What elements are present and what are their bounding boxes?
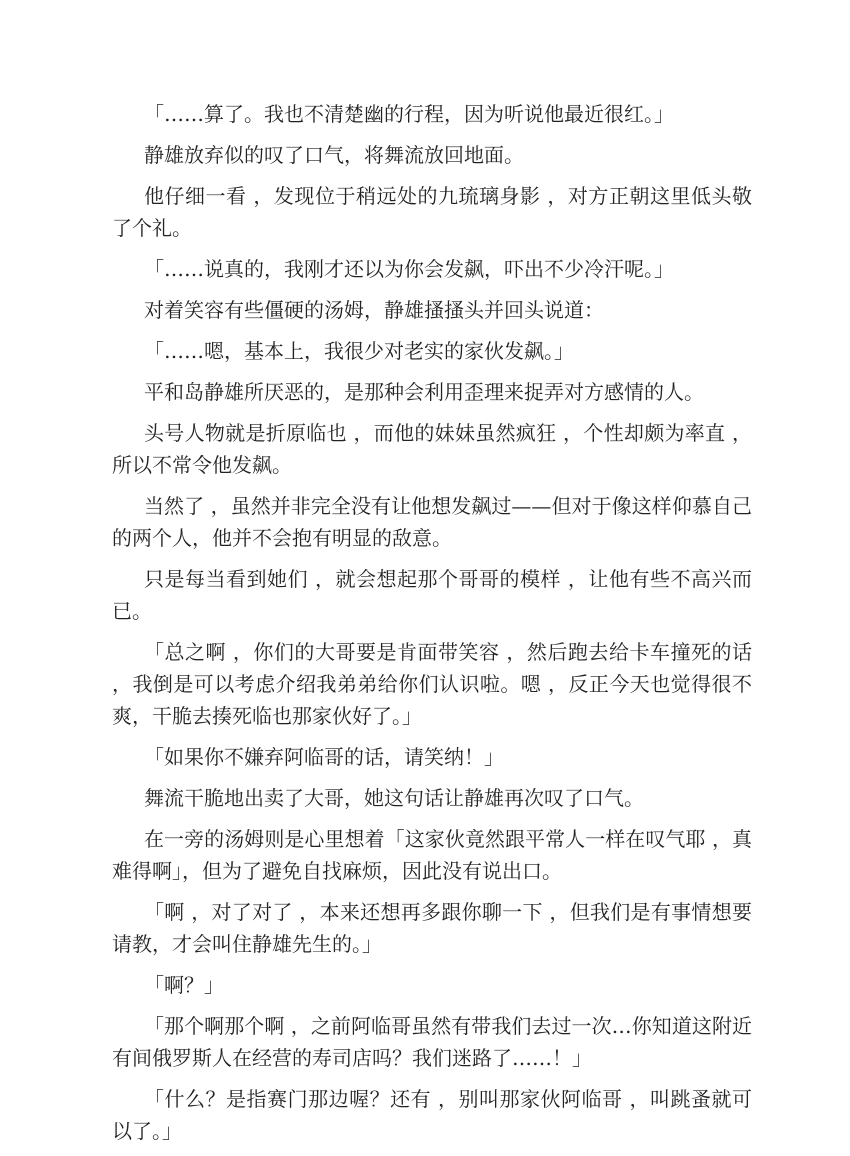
paragraph: 静雄放弃似的叹了口气，将舞流放回地面。 [144, 143, 524, 167]
paragraph: 「啊 ，对了对了 ，本来还想再多跟你聊一下 ，但我们是有事情想要请教，才会叫住静雄先生的。」 [112, 900, 752, 956]
paragraph: 当然了 ，虽然并非完全没有让他想发飙过——但对于像这样仰慕自己的两个人，他并不会抱有明显的敌意。 [112, 494, 752, 550]
paragraph: 「总之啊 ，你们的大哥要是肯面带笑容 ，然后跑去给卡车撞死的话 ，我倒是可以考虑介绍我弟弟给你们认识啦。嗯 ，反正今天也觉得很不爽，干脆去揍死临也那家伙好了。」 [112, 640, 752, 728]
paragraph: 平和岛静雄所厌恶的，是那种会利用歪理来捉弄对方感情的人。 [144, 380, 704, 404]
paragraph: 只是每当看到她们 ，就会想起那个哥哥的模样 ，让他有些不高兴而已。 [112, 567, 752, 623]
paragraph: 「……算了。我也不清楚幽的行程，因为听说他最近很红。」 [144, 102, 674, 126]
body-text [112, 98, 752, 1156]
paragraph: 「那个啊那个啊 ，之前阿临哥虽然有带我们去过一次…你知道这附近有间俄罗斯人在经营的寿司店吗？我们迷路了……！」 [112, 1014, 752, 1070]
paragraph: 「如果你不嫌弃阿临哥的话，请笑纳！」 [144, 745, 504, 769]
paragraph: 「……说真的，我刚才还以为你会发飙，吓出不少冷汗呢。」 [144, 257, 674, 281]
paragraph: 在一旁的汤姆则是心里想着「这家伙竟然跟平常人一样在叹气耶 ，真难得啊」，但为了避免自找麻烦，因此没有说出口。 [112, 827, 752, 883]
paragraph: 「什么？是指赛门那边喔？还有 ，别叫那家伙阿临哥 ，叫跳蚤就可以了。」 [112, 1087, 752, 1143]
paragraph: 对着笑容有些僵硬的汤姆，静雄搔搔头并回头说道： [144, 298, 604, 322]
paragraph: 舞流干脆地出卖了大哥，她这句话让静雄再次叹了口气。 [144, 786, 644, 810]
paragraph: 他仔细一看 ，发现位于稍远处的九琉璃身影 ，对方正朝这里低头敬了个礼。 [112, 184, 752, 240]
paragraph: 「啊？」 [144, 973, 224, 997]
paragraph: 「……嗯，基本上，我很少对老实的家伙发飙。」 [144, 339, 574, 363]
paragraph: 头号人物就是折原临也 ，而他的妹妹虽然疯狂 ，个性却颇为率直 ，所以不常令他发飙。 [112, 421, 752, 477]
